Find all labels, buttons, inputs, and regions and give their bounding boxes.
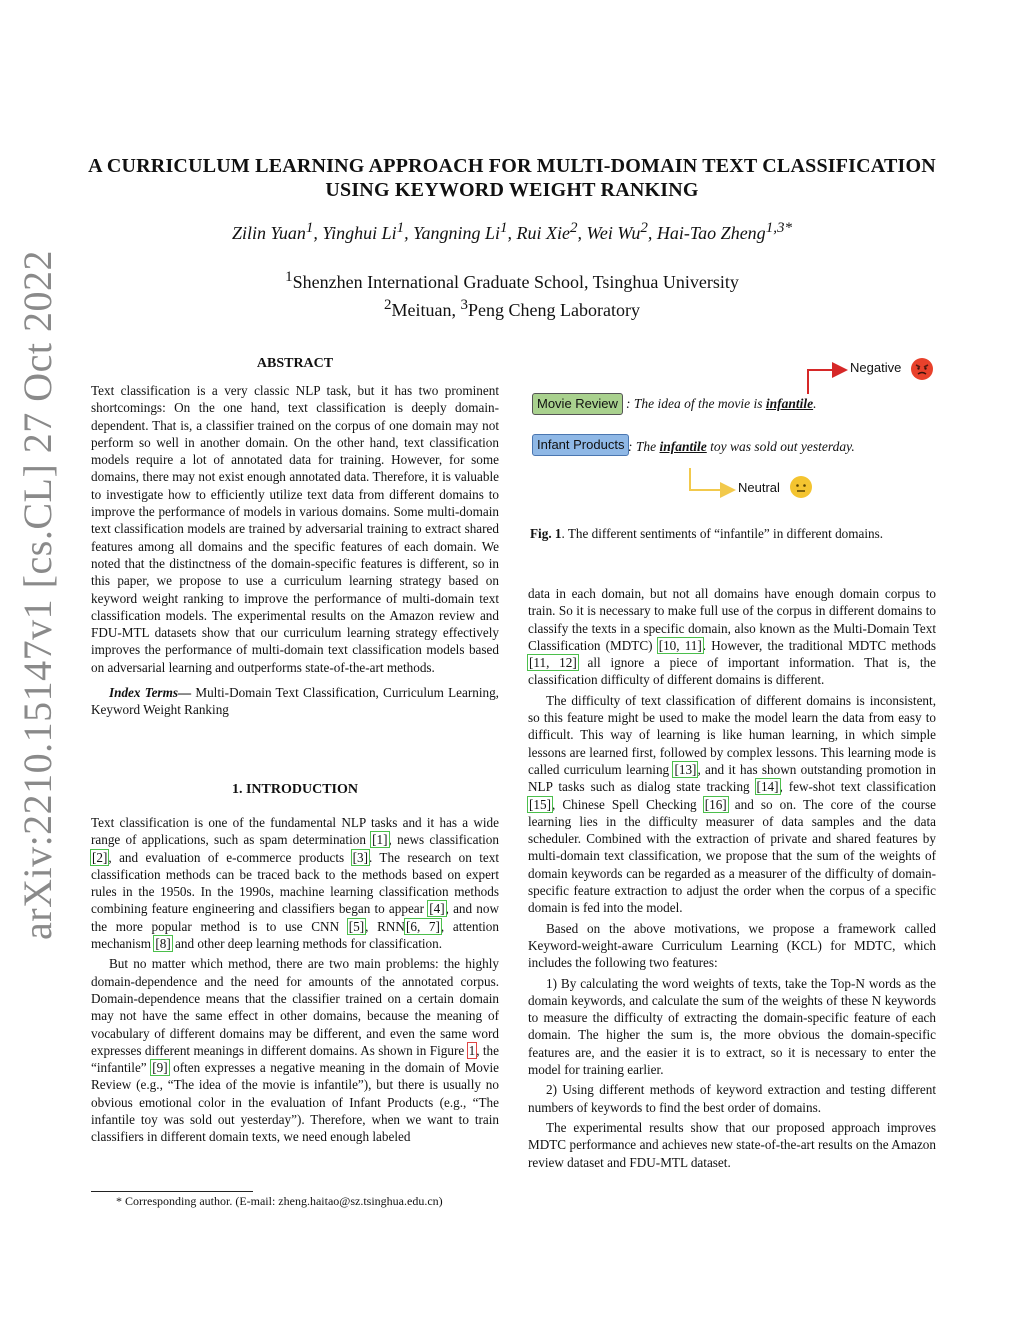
right-paragraph-4: 1) By calculating the word weights of texts, take the Top-N words as the domain keywords, and calculate the sum of the weights of these N keywords to measure the difficulty of extracting the domain-specific feature of each domain. The higher the sum is, the more obvious the domain-specific features are, and the easier it is to extract, so it is necessary to enter the model for training earlier. <box>528 975 936 1078</box>
citation-link[interactable]: [4] <box>429 901 445 917</box>
abstract-column <box>91 382 499 722</box>
negative-arrow <box>808 370 846 394</box>
affiliation-line-1 <box>100 266 924 294</box>
keyword-infantile: infantile <box>765 396 814 411</box>
movie-review-tag: Movie Review <box>532 393 623 415</box>
title-line-1: A CURRICULUM LEARNING APPROACH FOR MULTI-DOMAIN TEXT CLASSIFICATION <box>88 155 936 177</box>
affil-text: Peng Cheng Laboratory <box>468 300 640 320</box>
author-sup: 2 <box>569 220 578 236</box>
affil-sup: 2 <box>384 297 392 313</box>
author: Zilin Yuan <box>232 223 306 243</box>
infant-sentence: : The infantile toy was sold out yesterday. <box>628 439 855 454</box>
citation-link[interactable]: [15] <box>529 796 551 812</box>
citation-link[interactable]: [9] <box>152 1060 168 1076</box>
negative-label: Negative <box>850 360 902 375</box>
affil-sup: 3 <box>460 297 469 313</box>
abstract-heading: ABSTRACT <box>256 356 334 371</box>
index-terms-label: Index Terms— <box>109 685 192 701</box>
intro-heading: 1. INTRODUCTION <box>231 782 358 797</box>
footnote: * Corresponding author. (E-mail: zheng.haitao@sz.tsinghua.edu.cn) <box>116 1194 443 1208</box>
citation-link[interactable]: [14] <box>756 779 779 795</box>
right-paragraph-2: The difficulty of text classification of different domains is inconsistent, so this feature might be used to make the model learn the data from easy to difficult. This way of learning is like human learning, in which simple lessons are learned first, followed by complex lessons. This learning mode is called curriculum learning [13], and it has shown outstanding promotion in NLP tasks such as dialog state tracking [14], few-shot text classification [15], Chinese Spell Checking [16] and so on. The core of the course learning lies in the difficulty measurer of data samples and the data scheduler. Combined with the extraction of private and shared features by multi-domain text classification, we propose that the sum of the weights of domain keywords can be regarded as a measurer of the difficulty of domain-specific feature extraction to adjust the order when the corpus of a specific domain is fed into the model. <box>528 692 936 916</box>
citation-link[interactable]: [8] <box>155 936 171 952</box>
affiliation-line-2 <box>100 294 924 322</box>
intro-paragraph-2: But no matter which method, there are two main problems: the highly domain-dependence and the need for amounts of the annotated corpus. Domain-dependence means that the classifier trained on a certain domain may not have the same effect in other domains, because the meaning of vocabulary of different domains may be different, and even the same word expresses different meanings in different domains. As shown in Figure 1, the “infantile” [9] often expresses a negative meaning in the domain of Movie Review (e.g., “The idea of the movie is infantile”), but there is usually no obvious emotional color in the evaluation of Infant Products (e.g., “The infantile toy was sold out yesterday”). Therefore, when we want to train classifiers in different domain texts, we need enough labeled <box>91 956 499 1145</box>
citation-link[interactable]: [2] <box>92 849 108 865</box>
movie-sentence: : The idea of the movie is infantile. <box>626 396 817 411</box>
citation-link[interactable]: [13] <box>674 761 697 777</box>
citation-link[interactable]: [6, 7] <box>405 918 440 934</box>
citation-link[interactable]: [5] <box>348 918 365 934</box>
paper-title <box>60 154 964 202</box>
right-paragraph-5: 2) Using different methods of keyword extraction and testing different numbers of keywords to find the best order of domains. <box>528 1082 936 1115</box>
author: Yinghui Li <box>322 223 397 243</box>
right-column <box>528 585 936 1174</box>
intro-column <box>91 814 499 1149</box>
author-sup: 2 <box>640 220 648 236</box>
title-line-2: USING KEYWORD WEIGHT RANKING <box>325 179 699 201</box>
affil-text: Meituan, <box>391 300 461 320</box>
figure-1 <box>528 350 948 520</box>
abstract-text: Text classification is a very classic NLP task, but it has two prominent shortcomings: On the one hand, text classification is deeply domain-dependent. That is, a classifier trained on the corpus of one domain may not perform so well in another domain. On the other hand, text classification models require a lot of annotated data for training. However, for some domains, there may not exist enough annotated data. Therefore, it is valuable to investigate how to efficiently utilize text data from different domains to improve the performance of models in various domains. Some multi-domain text classification models are trained by adversarial training to extract shared features among all domains and the specific features of each domain. We noted that the distinctness of the domain-specific features is different, so in this paper, we propose to use a curriculum learning strategy based on keyword weight ranking to improve the performance of multi-domain text classification models. The experimental results on the Amazon review and FDU-MTL datasets show that our curriculum learning strategy effectively improves the performance of multi-domain text classification models based on adversarial learning and outperforms state-of-the-art methods. <box>91 383 499 675</box>
citation-link[interactable]: [10, 11] <box>658 637 702 653</box>
infant-products-tag: Infant Products <box>532 434 629 456</box>
author-sup: 1 <box>396 220 405 236</box>
figure-link[interactable]: 1 <box>468 1042 476 1058</box>
caption-text: . The different sentiments of “infantile” in different domains. <box>561 526 884 541</box>
affil-sup: 1 <box>285 269 293 285</box>
angry-face-icon <box>911 358 933 380</box>
author: Wei Wu <box>586 223 641 243</box>
author-list: Zilin Yuan$^1$, Yinghui Li$^1$, Yangning Li$^1$, Rui Xie$^2$, Wei Wu$^2$, Hai-Tao Zheng$^{1,3*}$ <box>232 220 792 243</box>
author-sup: 1,3* <box>765 220 792 236</box>
keyword-infantile: infantile <box>659 439 707 454</box>
author: Rui Xie <box>516 223 570 243</box>
author: Hai-Tao Zheng <box>656 223 766 243</box>
citation-link[interactable]: [1] <box>372 832 388 848</box>
right-paragraph-6: The experimental results show that our proposed approach improves MDTC performance and achieves new state-of-the-art results on the Amazon review dataset and FDU-MTL dataset. <box>528 1119 936 1170</box>
intro-paragraph-1: Text classification is one of the fundamental NLP tasks and it has a wide range of applications, such as spam determination [1], news classification [2], and evaluation of e-commerce products [3]. The research on text classification methods can be traced back to the methods based on expert rules in the 1950s. In the 1990s, machine learning classification methods combining feature engineering and classifiers began to appear [4], and now the more popular method is to use CNN [5], RNN[6, 7], attention mechanism [8] and other deep learning methods for classification. <box>91 815 499 952</box>
citation-link[interactable]: [11, 12] <box>529 655 577 671</box>
author: Yangning Li <box>413 223 500 243</box>
index-terms-text: Multi-Domain Text Classification, Curriculum Learning, Keyword Weight Ranking <box>91 685 499 718</box>
affil-text: Shenzhen International Graduate School, Tsinghua University <box>292 272 739 292</box>
author-sup: 1 <box>305 220 314 236</box>
right-paragraph-1: data in each domain, but not all domains have enough domain corpus to train. So it is necessary to make full use of the corpus in different domains to classify the texts in a specific domain, also known as the Multi-Domain Text Classification (MDTC) [10, 11]. However, the traditional MDTC methods [11, 12] all ignore a piece of important information. That is, the classification difficulty of different domains is different. <box>528 586 936 688</box>
arxiv-side-stamp: arXiv:2210.15147v1 [cs.CL] 27 Oct 2022 <box>15 249 60 940</box>
neutral-face-icon <box>790 476 812 498</box>
citation-link[interactable]: [16] <box>704 796 727 812</box>
neutral-arrow <box>690 468 734 490</box>
affiliations <box>100 266 924 322</box>
author-sup: 1 <box>500 220 508 236</box>
citation-link[interactable]: [3] <box>352 849 368 865</box>
right-paragraph-3: Based on the above motivations, we propose a framework called Keyword-weight-aware Curriculum Learning (KCL) for MDTC, which includes the following two features: <box>528 920 936 971</box>
index-terms <box>91 684 499 719</box>
figure-caption <box>530 526 883 542</box>
neutral-label: Neutral <box>738 480 780 495</box>
caption-label: Fig. 1 <box>530 526 562 541</box>
footnote-divider <box>91 1191 253 1192</box>
